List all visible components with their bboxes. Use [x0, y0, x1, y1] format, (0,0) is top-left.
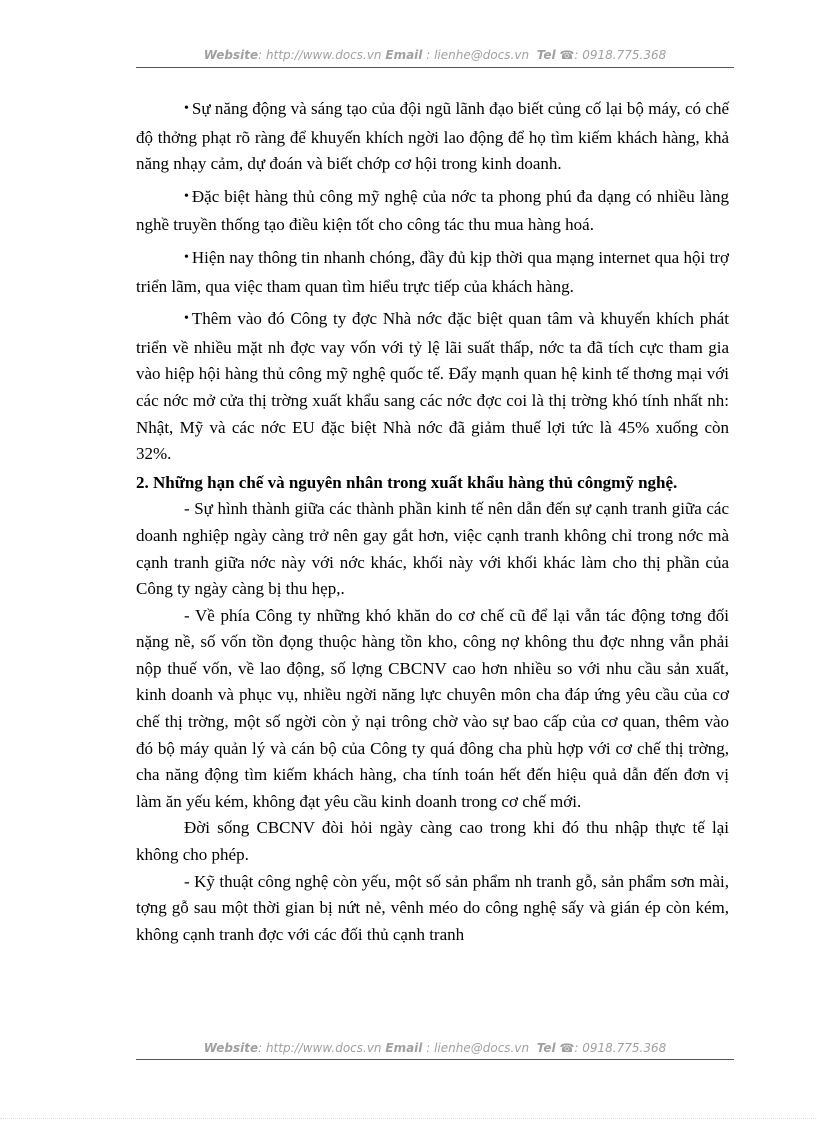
bullet-icon: • — [184, 188, 189, 204]
bullet-icon: • — [184, 311, 189, 327]
tel-label: Tel — [536, 48, 556, 62]
tel-value: : 0918.775.368 — [574, 48, 667, 62]
phone-icon: ☎ — [559, 48, 575, 62]
bullet-icon: • — [184, 249, 189, 265]
website-label: Website — [203, 1041, 259, 1055]
paragraph-text: Sự năng động và sáng tạo của đội ngũ lãnh đạo biết củng cố lại bộ máy, có chế độ thởng phạt rõ ràng để khuyến khích ngời lao động để họ tìm kiếm khách hàng, khả năng nhạy cảm, dự đoán và biết chớp cơ hội trong kinh doanh. — [136, 99, 729, 174]
website-value: : http://www.docs.vn — [258, 1041, 382, 1055]
page-footer — [136, 1041, 734, 1055]
paragraph-bullet-3 — [136, 245, 729, 300]
document-body — [136, 96, 729, 948]
paragraph-6: - Về phía Công ty những khó khăn do cơ chế cũ để lại vẫn tác động tơng đối nặng nề, số vốn tồn đọng thuộc hàng tồn kho, công nợ không thu đợc nhng vẫn phải nộp thuế vốn, về lao động, số lợng CBCNV cao hơn nhiều so với nhu cầu sản xuất, kinh doanh và phục vụ, nhiều ngời năng lực chuyên môn cha đáp ứng yêu cầu của cơ chế thị trờng, một số ngời còn ỷ nại trông chờ vào sự bao cấp của cơ quan, thêm vào đó bộ máy quản lý và cán bộ của Công ty quá đông cha phù hợp với cơ chế thị trờng, cha năng động tìm kiếm khách hàng, cha tính toán hết đến hiệu quả dẫn đến đơn vị làm ăn yếu kém, không đạt yêu cầu kinh doanh trong cơ chế mới. — [136, 605, 729, 811]
phone-icon: ☎ — [559, 1041, 575, 1055]
paragraph-5: - Sự hình thành giữa các thành phần kinh tế nên dẫn đến sự cạnh tranh giữa các doanh nghiệp ngày càng trở nên gay gắt hơn, việc cạnh tranh không chỉ trong nớc mà cạnh tranh giữa nớc này với nớc khác, khối này với khối khác làm cho thị phần của Công ty ngày càng bị thu hẹp,. — [136, 499, 729, 599]
email-value: : lienhe@docs.vn — [426, 1041, 530, 1055]
paragraph-text: Thêm vào đó Công ty đợc Nhà nớc đặc biệt quan tâm và khuyến khích phát triển về nhiều mặt nh đợc vay vốn với tỷ lệ lãi suất thấp, nớc ta đã tích cực tham gia vào hiệp hội hàng thủ công mỹ nghệ quốc tế. Đẩy mạnh quan hệ kinh tế thơng mại với các nớc mở cửa thị trờng xuất khẩu sang các nớc đợc coi là thị trờng khó tính nhất nh: Nhật, Mỹ và các nớc EU đặc biệt Nhà nớc đã giảm thuế lợi tức là 45% xuống còn 32%. — [136, 309, 729, 464]
section-heading: 2. Những hạn chế và nguyên nhân trong xuất khẩu hàng thủ côngmỹ nghệ. — [136, 472, 678, 492]
footer-divider — [136, 1059, 734, 1060]
paragraph-text: Đặc biệt hàng thủ công mỹ nghệ của nớc ta phong phú đa dạng có nhiều làng nghề truyền thống tạo điều kiện tốt cho công tác thu mua hàng hoá. — [136, 186, 729, 235]
paragraph-8: - Kỹ thuật công nghệ còn yếu, một số sản phẩm nh tranh gỗ, sản phẩm sơn mài, tợng gỗ sau một thời gian bị nứt nẻ, vênh méo do công nghệ sấy và gián ép còn kém, không cạnh tranh đợc với các đối thủ cạnh tranh — [136, 871, 729, 944]
bullet-icon: • — [184, 101, 189, 116]
email-label: Email — [385, 48, 423, 62]
paragraph-bullet-2 — [136, 184, 729, 239]
website-label: Website — [203, 48, 259, 62]
email-value: : lienhe@docs.vn — [426, 48, 530, 62]
page-edge-divider — [0, 1118, 816, 1119]
tel-label: Tel — [536, 1041, 556, 1055]
email-label: Email — [385, 1041, 423, 1055]
paragraph-text: Hiện nay thông tin nhanh chóng, đầy đủ kịp thời qua mạng internet qua hội trợ triển lãm, qua việc tham quan tìm hiểu trực tiếp của khách hàng. — [136, 247, 729, 296]
page-header — [136, 48, 734, 62]
website-value: : http://www.docs.vn — [258, 48, 382, 62]
header-divider — [136, 67, 734, 68]
paragraph-bullet-1 — [136, 96, 729, 178]
tel-value: : 0918.775.368 — [574, 1041, 667, 1055]
paragraph-bullet-4 — [136, 306, 729, 468]
paragraph-7: Đời sống CBCNV đòi hỏi ngày càng cao trong khi đó thu nhập thực tế lại không cho phép. — [136, 818, 729, 865]
